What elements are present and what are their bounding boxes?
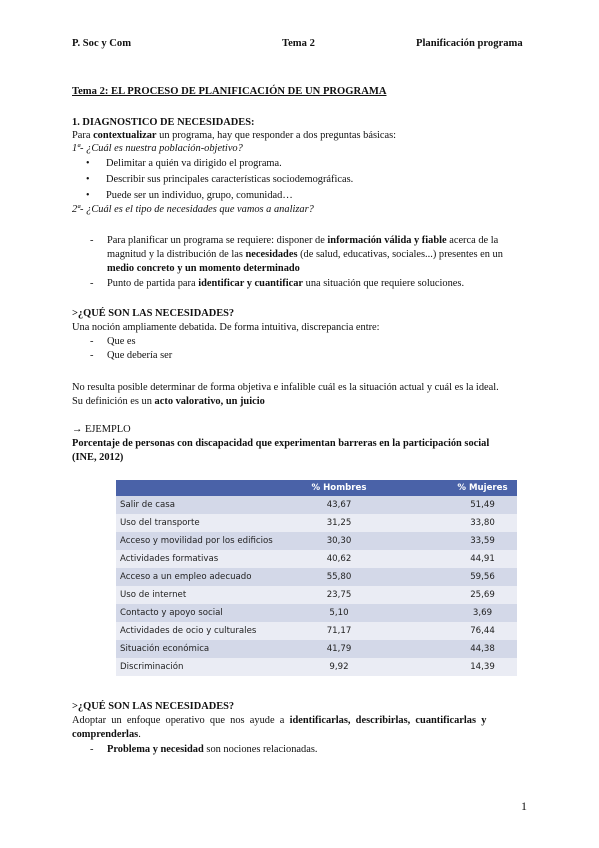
population-bullet-list: [72, 156, 353, 204]
table-cell-mujeres: 51,49: [448, 496, 517, 514]
table-cell-label: Acceso y movilidad por los edificios: [116, 532, 297, 550]
table-cell-mujeres: 25,69: [448, 586, 517, 604]
question-2: 2ª- ¿Cuál es el tipo de necesidades que vamos a analizar?: [72, 204, 314, 215]
table-cell-mujeres: 44,91: [448, 550, 517, 568]
table-cell-spacer: [381, 622, 448, 640]
table-header-cell: % Hombres: [297, 480, 381, 496]
dash-marker: -: [90, 744, 94, 755]
list-item: • Puede ser un individuo, grupo, comunidad…: [72, 188, 353, 204]
table-cell-spacer: [381, 640, 448, 658]
valuation-paragraph: Su definición es un acto valorativo, un juicio: [72, 396, 265, 407]
table-row: [116, 550, 517, 568]
table-row: [116, 604, 517, 622]
list-item: • Describir sus principales características sociodemográficas.: [72, 172, 353, 188]
table-row: [116, 514, 517, 532]
header-left: P. Soc y Com: [72, 38, 132, 49]
table-cell-mujeres: 3,69: [448, 604, 517, 622]
intro-paragraph: Para contextualizar un programa, hay que responder a dos preguntas básicas:: [72, 130, 397, 141]
table-cell-label: Salir de casa: [116, 496, 297, 514]
table-header-spacer: [381, 480, 448, 496]
table-cell-spacer: [381, 586, 448, 604]
table-row: [116, 658, 517, 676]
table-cell-hombres: 71,17: [297, 622, 381, 640]
requirement-line-3: medio concreto y un momento determinado: [107, 263, 300, 274]
table-cell-spacer: [381, 550, 448, 568]
table-row: [116, 586, 517, 604]
dash-marker: -: [90, 336, 94, 347]
requirement-line-1: Para planificar un programa se requiere: disponer de información válida y fiable acerca de la: [107, 235, 499, 246]
table-row: [116, 622, 517, 640]
table-title: Porcentaje de personas con discapacidad que experimentan barreras en la participación social: [72, 438, 490, 449]
document-title: Tema 2: EL PROCESO DE PLANIFICACIÓN DE UN PROGRAMA: [72, 86, 387, 97]
dash-item-deberia-ser: Que debería ser: [107, 350, 173, 361]
table-cell-mujeres: 33,59: [448, 532, 517, 550]
table-cell-spacer: [381, 532, 448, 550]
table-cell-mujeres: 44,38: [448, 640, 517, 658]
table-source: (INE, 2012): [72, 452, 124, 463]
page-number: 1: [521, 799, 527, 813]
dash-marker: -: [90, 350, 94, 361]
section-heading-necesidades-2: >¿QUÉ SON LAS NECESIDADES?: [72, 701, 235, 712]
barriers-table: [116, 480, 517, 676]
operative-line-1: Adoptar un enfoque operativo que nos ayude a identificarlas, describirlas, cuantificarlas y: [72, 715, 487, 726]
table-header-row: [116, 480, 517, 496]
dash-marker: -: [90, 278, 94, 289]
table-cell-hombres: 40,62: [297, 550, 381, 568]
table-cell-spacer: [381, 514, 448, 532]
table-cell-mujeres: 59,56: [448, 568, 517, 586]
question-1: 1ª- ¿Cuál es nuestra población-objetivo?: [72, 143, 243, 154]
header-right: Planificación programa: [416, 38, 523, 49]
table-cell-hombres: 43,67: [297, 496, 381, 514]
example-label: → EJEMPLO: [72, 424, 131, 435]
table-cell-label: Situación económica: [116, 640, 297, 658]
table-cell-hombres: 41,79: [297, 640, 381, 658]
table-cell-hombres: 23,75: [297, 586, 381, 604]
objectivity-paragraph: No resulta posible determinar de forma objetiva e infalible cuál es la situación actual y cuál es la ideal.: [72, 382, 499, 393]
section-heading-diagnostico: 1. DIAGNOSTICO DE NECESIDADES:: [72, 117, 255, 128]
starting-point-line: Punto de partida para identificar y cuantificar una situación que requiere soluciones.: [107, 278, 465, 289]
table-header-blank: [116, 480, 297, 496]
requirement-line-2: magnitud y la distribución de las necesidades (de salud, educativas, sociales...) presentes en un: [107, 249, 503, 260]
dash-item-que-es: Que es: [107, 336, 136, 347]
table-cell-hombres: 9,92: [297, 658, 381, 676]
dash-marker: -: [90, 235, 94, 246]
table-cell-spacer: [381, 658, 448, 676]
table-cell-label: Actividades formativas: [116, 550, 297, 568]
table-cell-label: Acceso a un empleo adecuado: [116, 568, 297, 586]
necesidades-intro: Una noción ampliamente debatida. De forma intuitiva, discrepancia entre:: [72, 322, 380, 333]
table-cell-mujeres: 33,80: [448, 514, 517, 532]
table-cell-spacer: [381, 568, 448, 586]
table-cell-spacer: [381, 604, 448, 622]
header-center: Tema 2: [282, 38, 315, 49]
table-cell-mujeres: 76,44: [448, 622, 517, 640]
table-row: [116, 640, 517, 658]
section-heading-necesidades: >¿QUÉ SON LAS NECESIDADES?: [72, 308, 235, 319]
table-cell-label: Discriminación: [116, 658, 297, 676]
table-cell-label: Contacto y apoyo social: [116, 604, 297, 622]
table-cell-hombres: 31,25: [297, 514, 381, 532]
table-cell-hombres: 5,10: [297, 604, 381, 622]
table-cell-label: Uso de internet: [116, 586, 297, 604]
table-header-cell: % Mujeres: [448, 480, 517, 496]
table-cell-spacer: [381, 496, 448, 514]
table-row: [116, 568, 517, 586]
list-item: • Delimitar a quién va dirigido el programa.: [72, 156, 353, 172]
problem-need-line: Problema y necesidad son nociones relacionadas.: [107, 744, 318, 755]
table-cell-hombres: 30,30: [297, 532, 381, 550]
table-cell-label: Uso del transporte: [116, 514, 297, 532]
table-cell-label: Actividades de ocio y culturales: [116, 622, 297, 640]
operative-line-2: comprenderlas.: [72, 729, 141, 740]
table-cell-mujeres: 14,39: [448, 658, 517, 676]
table-cell-hombres: 55,80: [297, 568, 381, 586]
table-row: [116, 532, 517, 550]
table-row: [116, 496, 517, 514]
